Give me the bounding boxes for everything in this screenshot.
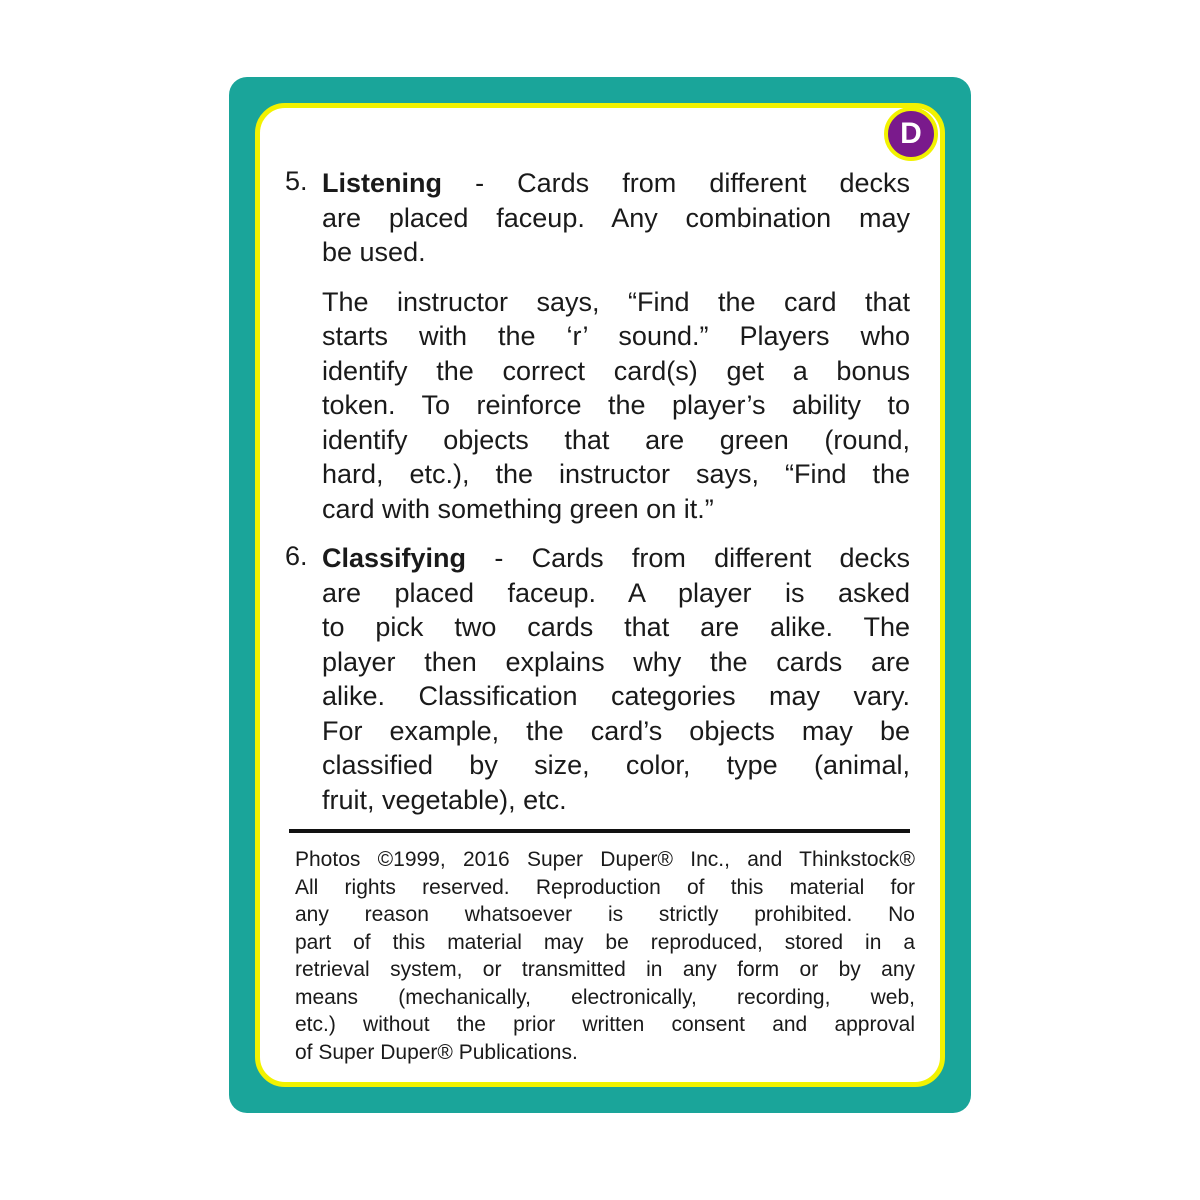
line: are placed faceup. A player is asked [322,577,910,608]
line [322,541,910,576]
line: starts with the ‘r’ sound.” Players who [322,321,910,351]
line: retrieval system, or transmitted in any form or by any [295,958,915,981]
paragraph [322,285,910,527]
line: identify objects that are green (round, [322,424,910,455]
item-number: 6. [285,541,308,571]
line: card with something green on it.” [322,493,714,524]
line-text: - Cards from different decks [466,543,910,573]
line: are placed faceup. Any combination may [322,202,910,233]
divider [289,829,910,833]
deck-badge: D [884,107,938,161]
line: means (mechanically, electronically, recording, web, [295,985,915,1009]
line: All rights reserved. Reproduction of this material for [295,875,915,899]
line: fruit, vegetable), etc. [322,784,567,815]
line: of Super Duper® Publications. [295,1040,578,1064]
line: to pick two cards that are alike. The [322,612,910,642]
instruction-classifying [285,541,910,817]
line: etc.) without the prior written consent and approval [295,1013,915,1036]
line: token. To reinforce the player’s ability to [322,390,910,420]
line: any reason whatsoever is strictly prohibited. No [295,903,915,926]
line: identify the correct card(s) get a bonus [322,355,910,386]
line: classified by size, color, type (animal, [322,750,910,780]
line-text: - Cards from different decks [442,168,910,198]
line: For example, the card’s objects may be [322,715,910,746]
item-number: 5. [285,166,308,196]
item-title: Listening [322,168,442,198]
line: Photos ©1999, 2016 Super Duper® Inc., and Thinkstock® [295,848,915,871]
copyright-notice [295,846,915,1066]
line: hard, etc.), the instructor says, “Find the [322,459,910,489]
line: alike. Classification categories may vary. [322,681,910,711]
line: part of this material may be reproduced, stored in a [295,930,915,954]
line [322,166,910,201]
line: The instructor says, “Find the card that [322,286,910,317]
item-title: Classifying [322,543,467,573]
line: be used. [322,237,426,267]
instruction-listening [285,166,910,526]
line: player then explains why the cards are [322,646,910,677]
